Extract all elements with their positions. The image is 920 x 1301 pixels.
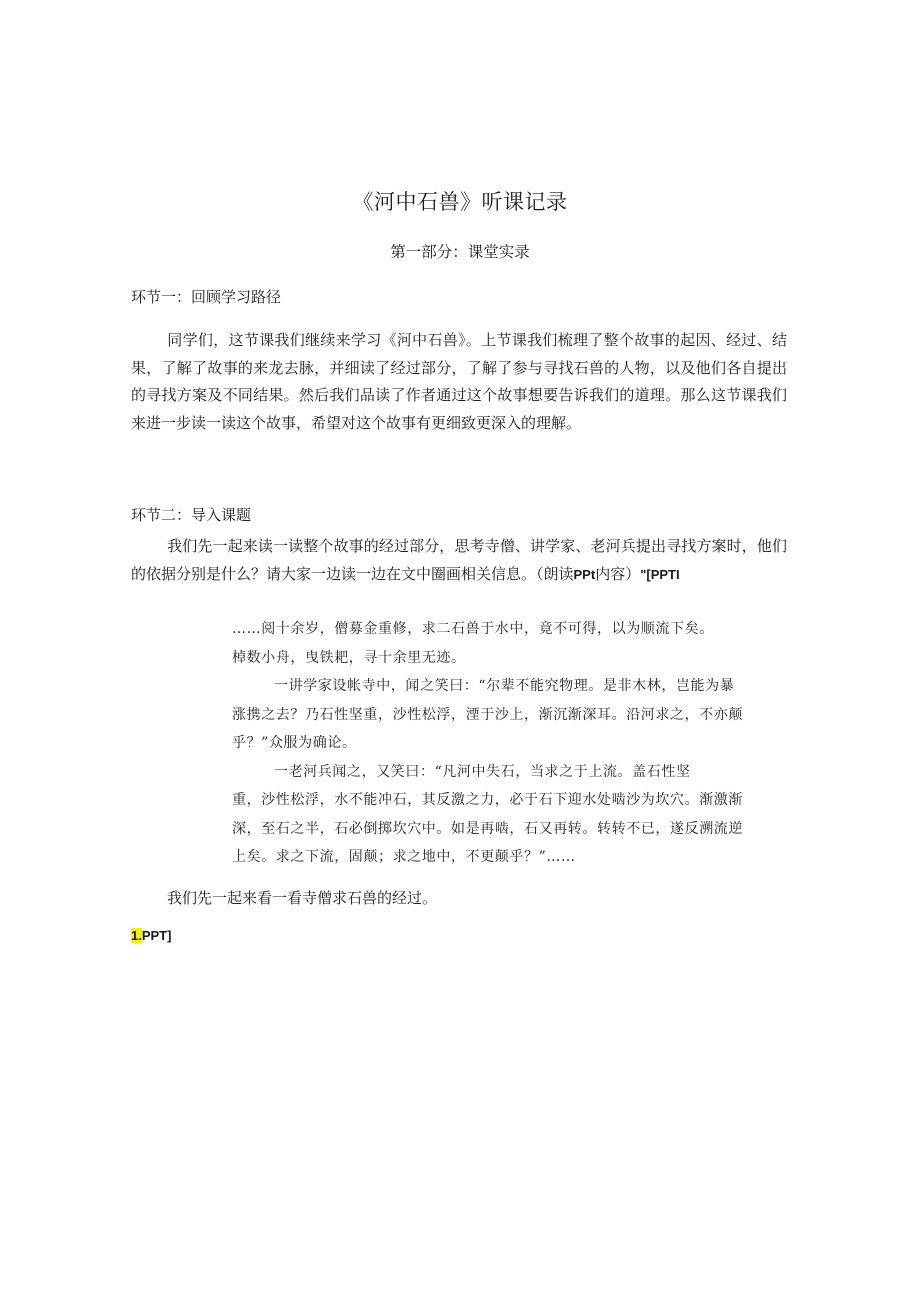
ppt-marker-text: PPT]: [141, 928, 172, 943]
section2-paragraph-text: 我们先一起来读一读整个故事的经过部分，思考寺僧、讲学家、老河兵提出寻找方案时，他们的依据分别是什么？请大家一边读一边在文中圈画相关信息。（朗读: [131, 537, 787, 583]
section2-paragraph-mid: 内容）: [595, 564, 641, 583]
quote-line: 上矣。求之下流，固颠；求之地中，不更颠乎？”……: [232, 849, 576, 865]
quote-line: 棹数小舟，曳铁耙，寻十余里无迹。: [232, 649, 466, 666]
ppt-inline-label: PPt: [573, 566, 596, 582]
quote-line: 一讲学家设帐寺中，闻之笑曰：“尔辈不能究物理。是非木林，岂能为暴: [274, 678, 735, 694]
part-subtitle: 第一部分：课堂实录: [390, 243, 530, 261]
ppt-marker: [131, 928, 171, 943]
document-title: 《河中石兽》听课记录: [352, 190, 568, 214]
section-heading-1: 环节一：回顾学习路径: [131, 288, 282, 306]
quote-line: 一老河兵闻之，又笑曰：“凡河中失石，当求之于上流。盖石性坚: [274, 763, 691, 780]
quote-line: 乎？”众服为确论。: [232, 735, 357, 751]
ppt-tail-label: "[PPTI: [640, 566, 680, 582]
closing-text: 我们先一起来看一看寺僧求石兽的经过。: [167, 889, 438, 907]
quote-line: 重，沙性松浮，水不能冲石，其反激之力，必于石下迎水处啮沙为坎穴。渐激渐: [232, 792, 743, 808]
section1-paragraph: [131, 327, 787, 437]
section1-paragraph-text: 同学们，这节课我们继续来学习《河中石兽》。上节课我们梳理了整个故事的起因、经过、结果，了解了故事的来龙去脉，并细读了经过部分，了解了参与寻找石兽的人物，以及他们各自提出的寻找方案及不同结果。然后我们品读了作者通过这个故事想要告诉我们的道理。那么这节课我们来进一步读一读这个故事，希望对这个故事有更细致更深入的理解。: [131, 331, 787, 432]
quoted-excerpt: [232, 615, 772, 872]
closing-paragraph: [131, 885, 787, 913]
ppt-marker-number: 1.: [131, 928, 142, 943]
section-heading-2: 环节二：导入课题: [131, 506, 252, 524]
quote-line: ……阅十余岁，僧募金重修，求二石兽于水中，竟不可得，以为顺流下矣。: [232, 621, 714, 637]
quote-line: 深，至石之半，石必倒掷坎穴中。如是再啮，石又再转。转转不已，遂反溯流逆: [232, 820, 743, 837]
quote-line: 涨携之去？乃石性坚重，沙性松浮，湮于沙上，渐沉渐深耳。沿河求之，不亦颠: [232, 706, 743, 723]
section2-paragraph: [131, 533, 787, 588]
